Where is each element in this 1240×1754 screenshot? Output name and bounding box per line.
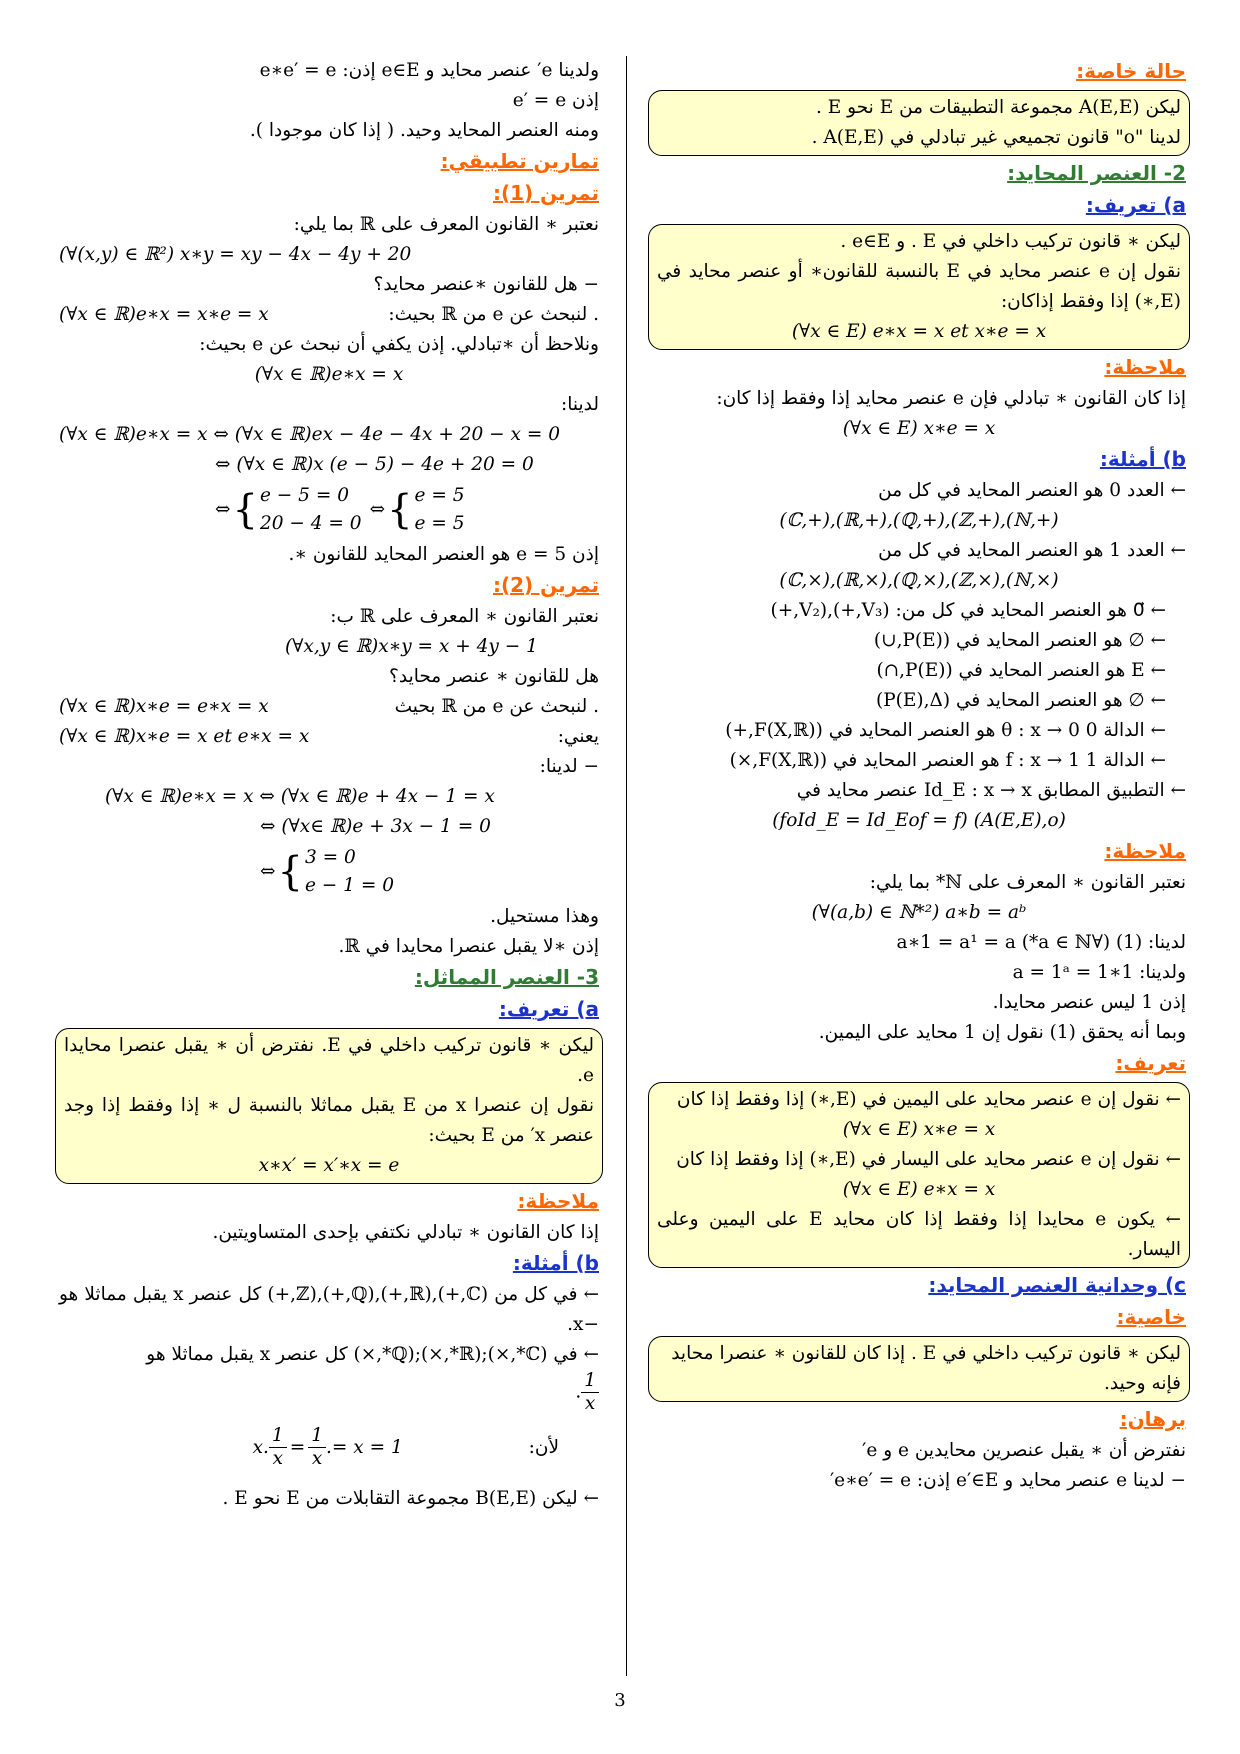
exercise-2-means bbox=[55, 722, 603, 752]
example-7: ← الدالة 0 θ : x → 0 هو العنصر المحايد في (F(X,ℝ),+) bbox=[725, 720, 1166, 741]
exercise-1-equation-2: ⇔ (∀x ∈ ℝ)x (e − 5) − 4e + 20 = 0 bbox=[215, 454, 534, 475]
definition-2-line-2: ← نقول إن e عنصر محايد على اليسار في (E,∗) إذا وفقط إذا كان bbox=[676, 1149, 1181, 1170]
special-case-box bbox=[648, 90, 1190, 156]
exercise-1-equation-1: (∀x ∈ ℝ)e∗x = x ⇔ (∀x ∈ ℝ)ex − 4e − 4x + 20 − x = 0 bbox=[59, 424, 560, 445]
exercise-2-means-text: يعني: bbox=[557, 726, 599, 747]
property-text: ليكن ∗ قانون تركيب داخلي في E . إذا كان للقانون ∗ عنصرا محايد فإنه وحيد. bbox=[671, 1343, 1181, 1394]
symmetric-remark-text: إذا كان القانون ∗ تبادلي نكتفي بإحدى المتساويتين. bbox=[212, 1222, 599, 1243]
definition-line-2: نقول إن e عنصر محايد في E بالنسبة للقانون∗ أو عنصر محايد في (E,∗) إذا وفقط إذاكان: bbox=[657, 261, 1181, 312]
uniqueness-heading: c) وحدانية العنصر المحايد: bbox=[928, 1273, 1186, 1297]
remark-2-formula: (∀(a,b) ∈ ℕ*²) a∗b = aᵇ bbox=[811, 902, 1027, 923]
exercise-2-equation-2: ⇔ (∀x∈ ℝ)e + 3x − 1 = 0 bbox=[260, 816, 491, 837]
exercise-2-search bbox=[55, 692, 603, 722]
definition-2-heading: تعريف: bbox=[1115, 1051, 1186, 1075]
definition-line-1: ليكن ∗ قانون تركيب داخلي في E . و e∈E . bbox=[840, 231, 1181, 252]
neutral-element-heading: 2- العنصر المحايد: bbox=[1007, 161, 1186, 185]
example-4: ← ∅ هو العنصر المحايد في (P(E),∪) bbox=[873, 630, 1166, 651]
proof-line-2: − لدينا e عنصر محايد و e′∈E إذن: e∗e′ = e′ bbox=[829, 1470, 1186, 1491]
symmetric-example-1: ← في كل من (ℂ,+),(ℝ,+),(ℚ,+),(ℤ,+) كل عنصر x يقبل مماثلا هو −x. bbox=[59, 1284, 600, 1335]
definition-2-formula-2: (∀x ∈ E) e∗x = x bbox=[842, 1179, 996, 1200]
inverse-fraction-numerator: 1 bbox=[581, 1370, 599, 1393]
example-1-text: ← العدد 0 هو العنصر المحايد في كل من bbox=[878, 480, 1186, 501]
remark-2-line-1: نعتبر القانون ∗ المعرف على ℕ* بما يلي: bbox=[869, 872, 1186, 893]
left-column bbox=[55, 56, 603, 1514]
because-frac-1-num: 1 bbox=[269, 1425, 287, 1448]
exercise-2-formula: (∀x,y ∈ ℝ)x∗y = x + 4y − 1 bbox=[285, 636, 538, 657]
remark-2-heading: ملاحظة: bbox=[1104, 839, 1186, 863]
column-divider bbox=[626, 56, 627, 1676]
system-a-row-2: 20 − 4 = 0 bbox=[259, 513, 362, 534]
remark-1-text: إذا كان القانون ∗ تبادلي فإن e عنصر محايد إذا وفقط إذا كان: bbox=[716, 388, 1186, 409]
system-a-row-1: e − 5 = 0 bbox=[259, 485, 349, 506]
property-heading: خاصية: bbox=[1116, 1305, 1186, 1329]
system-row-1: 3 = 0 bbox=[304, 847, 356, 868]
symmetric-examples-heading: b) أمثلة: bbox=[512, 1251, 599, 1275]
special-case-line-2: لدينا "o" قانون تجميعي غير تبادلي في A(E,E) . bbox=[811, 127, 1181, 148]
example-2-math: (ℂ,×),(ℝ,×),(ℚ,×),(ℤ,×),(ℕ,×) bbox=[779, 570, 1059, 591]
exercise-2-question: هل للقانون ∗ عنصر محايد؟ bbox=[389, 666, 599, 687]
definition-2-formula-1: (∀x ∈ E) x∗e = x bbox=[842, 1119, 996, 1140]
example-3: ← 0⃗ هو العنصر المحايد في كل من: (V₃,+),(V₂,+) bbox=[770, 600, 1166, 621]
definition-2-line-1: ← نقول إن e عنصر محايد على اليمين في (E,∗) إذا وفقط إذا كان bbox=[676, 1089, 1181, 1110]
example-1-math: (ℂ,+),(ℝ,+),(ℚ,+),(ℤ,+),(ℕ,+) bbox=[779, 510, 1059, 531]
symmetric-remark-heading: ملاحظة: bbox=[517, 1189, 599, 1213]
exercise-1-system: ⇔ { e − 5 = 0 20 − 4 = 0 ⇔ { e = 5 e = 5 bbox=[55, 480, 603, 540]
example-6: ← ∅ هو العنصر المحايد في (P(E),Δ) bbox=[876, 690, 1166, 711]
remark-2-line-3: ولدينا: 1∗a = 1ᵃ = 1 bbox=[1012, 962, 1186, 983]
symmetric-element-heading: 3- العنصر المماثل: bbox=[414, 965, 599, 989]
exercise-1-conclusion: إذن e = 5 هو العنصر المحايد للقانون ∗. bbox=[288, 544, 599, 565]
system-b-row-2: e = 5 bbox=[414, 513, 465, 534]
symmetric-example-3: ← ليكن B(E,E) مجموعة التقابلات من E نحو E . bbox=[222, 1488, 599, 1509]
page-number: 3 bbox=[614, 1690, 626, 1711]
example-9-math: (foId_E = Id_Eof = f) (A(E,E),o) bbox=[772, 810, 1066, 831]
remark-1-formula: (∀x ∈ E) x∗e = x bbox=[842, 418, 996, 439]
exercise-1-heading: تمرين (1): bbox=[492, 181, 599, 205]
exercise-1-have: لدينا: bbox=[561, 394, 599, 415]
symmetric-definition-a-heading: a) تعريف: bbox=[498, 997, 599, 1021]
because-math-x: x. bbox=[252, 1436, 269, 1458]
exercise-2-line-1: نعتبر القانون ∗ المعرف على ℝ ب: bbox=[330, 606, 599, 627]
exercise-2-impossible: وهذا مستحيل. bbox=[490, 906, 599, 927]
exercise-2-equation-1: (∀x ∈ ℝ)e∗x = x ⇔ (∀x ∈ ℝ)e + 4x − 1 = x bbox=[105, 786, 495, 807]
proof-line-3: ولدينا e′ عنصر محايد و e∈E إذن: e∗e′ = e bbox=[259, 60, 599, 81]
definition-2-line-3: ← يكون e محايدا إذا وفقط إذا كان محايد E على اليمين وعلى اليسار. bbox=[657, 1209, 1181, 1260]
example-9-text: ← التطبيق المطابق Id_E : x → x عنصر محايد في bbox=[796, 780, 1186, 801]
exercise-1-search bbox=[55, 300, 603, 330]
because-frac-2-num: 1 bbox=[308, 1425, 326, 1448]
exercise-1-search-text: . لنبحث عن e من ℝ بحيث: bbox=[388, 304, 599, 325]
symmetric-definition-line-2: نقول إن عنصرا x من E يقبل مماثلا بالنسبة ل ∗ إذا وفقط إذا وجد عنصر x′ من E بحيث: bbox=[64, 1095, 594, 1146]
remark-2-line-2: لدينا: (1) (∀a ∈ ℕ*) a∗1 = a¹ = a bbox=[896, 932, 1186, 953]
exercise-1-formula: (∀(x,y) ∈ ℝ²) x∗y = xy − 4x − 4y + 20 bbox=[59, 244, 412, 265]
proof-line-4: إذن e′ = e bbox=[512, 90, 599, 111]
exercise-2-conclusion: إذن ∗لا يقبل عنصرا محايدا في ℝ. bbox=[338, 936, 599, 957]
exercises-heading: تمارين تطبيقي: bbox=[440, 149, 599, 173]
because-line: لأن: x. $\frac{1}{x}$ = $\frac{1}{x}$ . = x = 1 bbox=[252, 1425, 559, 1469]
remark-2-line-4: إذن 1 ليس عنصر محايدا. bbox=[992, 992, 1186, 1013]
proof-line-5: ومنه العنصر المحايد وحيد. ( إذا كان موجودا ). bbox=[249, 120, 599, 141]
proof-heading: برهان: bbox=[1119, 1407, 1186, 1431]
special-case-heading: حالة خاصة: bbox=[1076, 59, 1186, 83]
examples-b-heading: b) أمثلة: bbox=[1099, 447, 1186, 471]
because-frac-1-den: x bbox=[272, 1448, 284, 1469]
symmetric-definition-line-1: ليكن ∗ قانون تركيب داخلي في E. نفترض أن ∗ يقبل عنصرا محايدا e. bbox=[64, 1035, 594, 1086]
side-neutral-definition-box bbox=[648, 1082, 1190, 1268]
neutral-definition-box bbox=[648, 224, 1190, 350]
property-box bbox=[648, 1336, 1190, 1402]
exercise-2-have: − لدينا: bbox=[539, 756, 599, 777]
exercise-2-search-math: (∀x ∈ ℝ)x∗e = e∗x = x bbox=[59, 696, 269, 717]
because-label: لأن: bbox=[528, 1436, 559, 1458]
exercise-1-commutative-math: (∀x ∈ ℝ)e∗x = x bbox=[254, 364, 404, 385]
exercise-2-system: ⇔ { 3 = 0 e − 1 = 0 bbox=[55, 842, 603, 902]
inverse-fraction: $\frac{1}{x}$ . bbox=[55, 1370, 603, 1415]
exercise-1-line-1: نعتبر ∗ القانون المعرف على ℝ بما يلي: bbox=[293, 214, 599, 235]
system-b-row-1: e = 5 bbox=[414, 485, 465, 506]
exercise-2-search-text: . لنبحث عن e من ℝ بحيث bbox=[394, 696, 599, 717]
inverse-fraction-denominator: x bbox=[584, 1393, 596, 1414]
definition-formula: (∀x ∈ E) e∗x = x et x∗e = x bbox=[791, 321, 1047, 342]
symmetric-example-2: ← في (ℂ*,×);(ℝ*,×);(ℚ*,×) كل عنصر x يقبل مماثلا هو bbox=[146, 1344, 599, 1365]
because-frac-2-den: x bbox=[311, 1448, 323, 1469]
example-2-text: ← العدد 1 هو العنصر المحايد في كل من bbox=[878, 540, 1186, 561]
proof-line-1: نفترض أن ∗ يقبل عنصرين محايدين e و e′ bbox=[862, 1440, 1186, 1461]
because-math-eq: = x = 1 bbox=[331, 1436, 403, 1458]
special-case-line-1: ليكن A(E,E) مجموعة التطبيقات من E نحو E . bbox=[816, 97, 1181, 118]
definition-a-heading: a) تعريف: bbox=[1085, 193, 1186, 217]
exercise-2-heading: تمرين (2): bbox=[492, 573, 599, 597]
symmetric-definition-box bbox=[55, 1028, 603, 1184]
remark-2-line-5: وبما أنه يحقق (1) نقول إن 1 محايد على اليمين. bbox=[818, 1022, 1186, 1043]
exercise-2-means-math: (∀x ∈ ℝ)x∗e = x et e∗x = x bbox=[59, 726, 310, 747]
symmetric-definition-formula: x∗x′ = x′∗x = e bbox=[258, 1155, 400, 1176]
example-5: ← E هو العنصر المحايد في (P(E),∩) bbox=[876, 660, 1166, 681]
right-column bbox=[648, 56, 1190, 1496]
example-8: ← الدالة 1 f : x → 1 هو العنصر المحايد في (F(X,ℝ),×) bbox=[729, 750, 1166, 771]
exercise-1-commutative: ونلاحظ أن ∗تبادلي. إذن يكفي أن نبحث عن e بحيث: bbox=[199, 334, 599, 355]
system-row-2: e − 1 = 0 bbox=[304, 875, 394, 896]
exercise-1-search-math: (∀x ∈ ℝ)e∗x = x∗e = x bbox=[59, 304, 269, 325]
exercise-1-question: − هل للقانون ∗عنصر محايد؟ bbox=[373, 274, 599, 295]
remark-1-heading: ملاحظة: bbox=[1104, 355, 1186, 379]
